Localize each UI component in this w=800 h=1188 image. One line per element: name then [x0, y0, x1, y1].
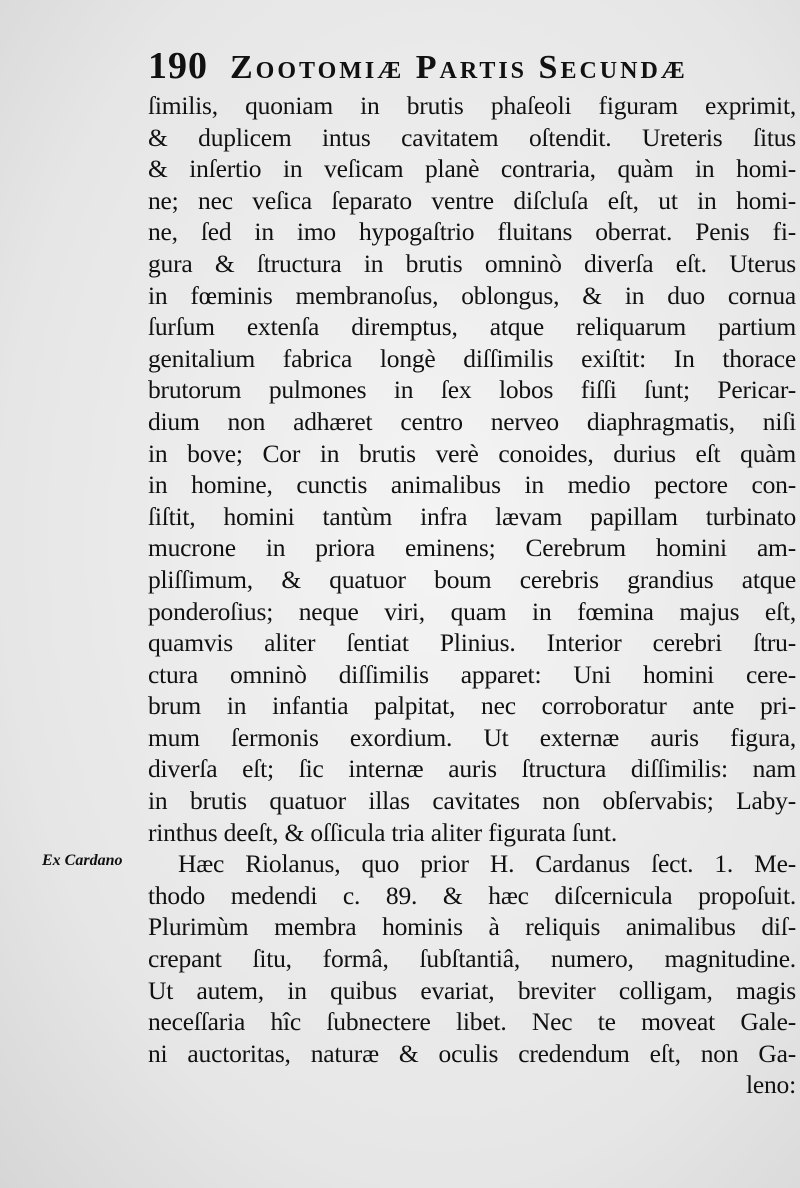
- text-line: ponderoſius; neque viri, quam in fœmina majus eſt,: [148, 596, 796, 626]
- text-line: ſiſtit, homini tantùm infra lævam papillam turbinato: [148, 501, 796, 531]
- text-line: neceſſaria hîc ſubnectere libet. Nec te moveat Gale-: [148, 1007, 796, 1037]
- text-line: in brutis quatuor illas cavitates non obſervabis; Laby-: [148, 786, 796, 816]
- text-line: genitalium fabrica longè diſſimilis exiſtit: In thorace: [148, 343, 796, 373]
- margin-note: Ex Cardano: [42, 852, 123, 869]
- text-line: mucrone in priora eminens; Cerebrum homini am-: [148, 533, 796, 563]
- text-line: brum in infantia palpitat, nec corroboratur ante pri-: [148, 691, 796, 721]
- body-text: [148, 90, 796, 1101]
- text-line: diverſa eſt; ſic internæ auris ſtructura diſſimilis: nam: [148, 754, 796, 784]
- page-number: 190: [148, 45, 208, 87]
- text-line: dium non adhæret centro nerveo diaphragmatis, niſi: [148, 406, 796, 436]
- text-line: thodo medendi c. 89. & hæc diſcernicula propoſuit.: [148, 880, 796, 910]
- text-line: Ut autem, in quibus evariat, breviter colligam, magis: [148, 975, 796, 1005]
- text-line: Plurimùm membra hominis à reliquis animalibus diſ-: [148, 912, 796, 942]
- text-line: quamvis aliter ſentiat Plinius. Interior cerebri ſtru-: [148, 628, 796, 658]
- text-line: in homine, cunctis animalibus in medio pectore con-: [148, 470, 796, 500]
- text-line: leno:: [746, 1070, 796, 1100]
- text-line: ſurſum extenſa diremptus, atque reliquarum partium: [148, 312, 796, 342]
- text-line: & inſertio in veſicam planè contraria, quàm in homi-: [148, 154, 796, 184]
- text-line: rinthus deeſt, & oſſicula tria aliter figurata ſunt.: [148, 817, 617, 847]
- text-line: brutorum pulmones in ſex lobos fiſſi ſunt; Pericar-: [148, 375, 796, 405]
- text-line: ne, ſed in imo hypogaſtrio fluitans oberrat. Penis fi-: [148, 217, 796, 247]
- page-header: [148, 44, 788, 90]
- text-line: ctura omninò diſſimilis apparet: Uni homini cere-: [148, 659, 796, 689]
- text-line: pliſſimum, & quatuor boum cerebris grandius atque: [148, 564, 796, 594]
- text-line: mum ſermonis exordium. Ut externæ auris figura,: [148, 722, 796, 752]
- text-line: gura & ſtructura in brutis omninò diverſa eſt. Uterus: [148, 248, 796, 278]
- text-line: in fœminis membranoſus, oblongus, & in duo cornua: [148, 280, 796, 310]
- text-line: ne; nec veſica ſeparato ventre diſcluſa eſt, ut in homi-: [148, 185, 796, 215]
- text-line: & duplicem intus cavitatem oſtendit. Ureteris ſitus: [148, 122, 796, 152]
- text-line: in bove; Cor in brutis verè conoides, durius eſt quàm: [148, 438, 796, 468]
- running-head: Zootomiæ Partis Secundæ: [230, 49, 688, 86]
- text-line: crepant ſitu, formâ, ſubſtantiâ, numero, magnitudine.: [148, 944, 796, 974]
- text-line: ni auctoritas, naturæ & oculis credendum eſt, non Ga-: [148, 1038, 796, 1068]
- text-line: ſimilis, quoniam in brutis phaſeoli figuram exprimit,: [148, 91, 796, 120]
- text-line: Hæc Riolanus, quo prior H. Cardanus ſect. 1. Me-: [178, 849, 796, 879]
